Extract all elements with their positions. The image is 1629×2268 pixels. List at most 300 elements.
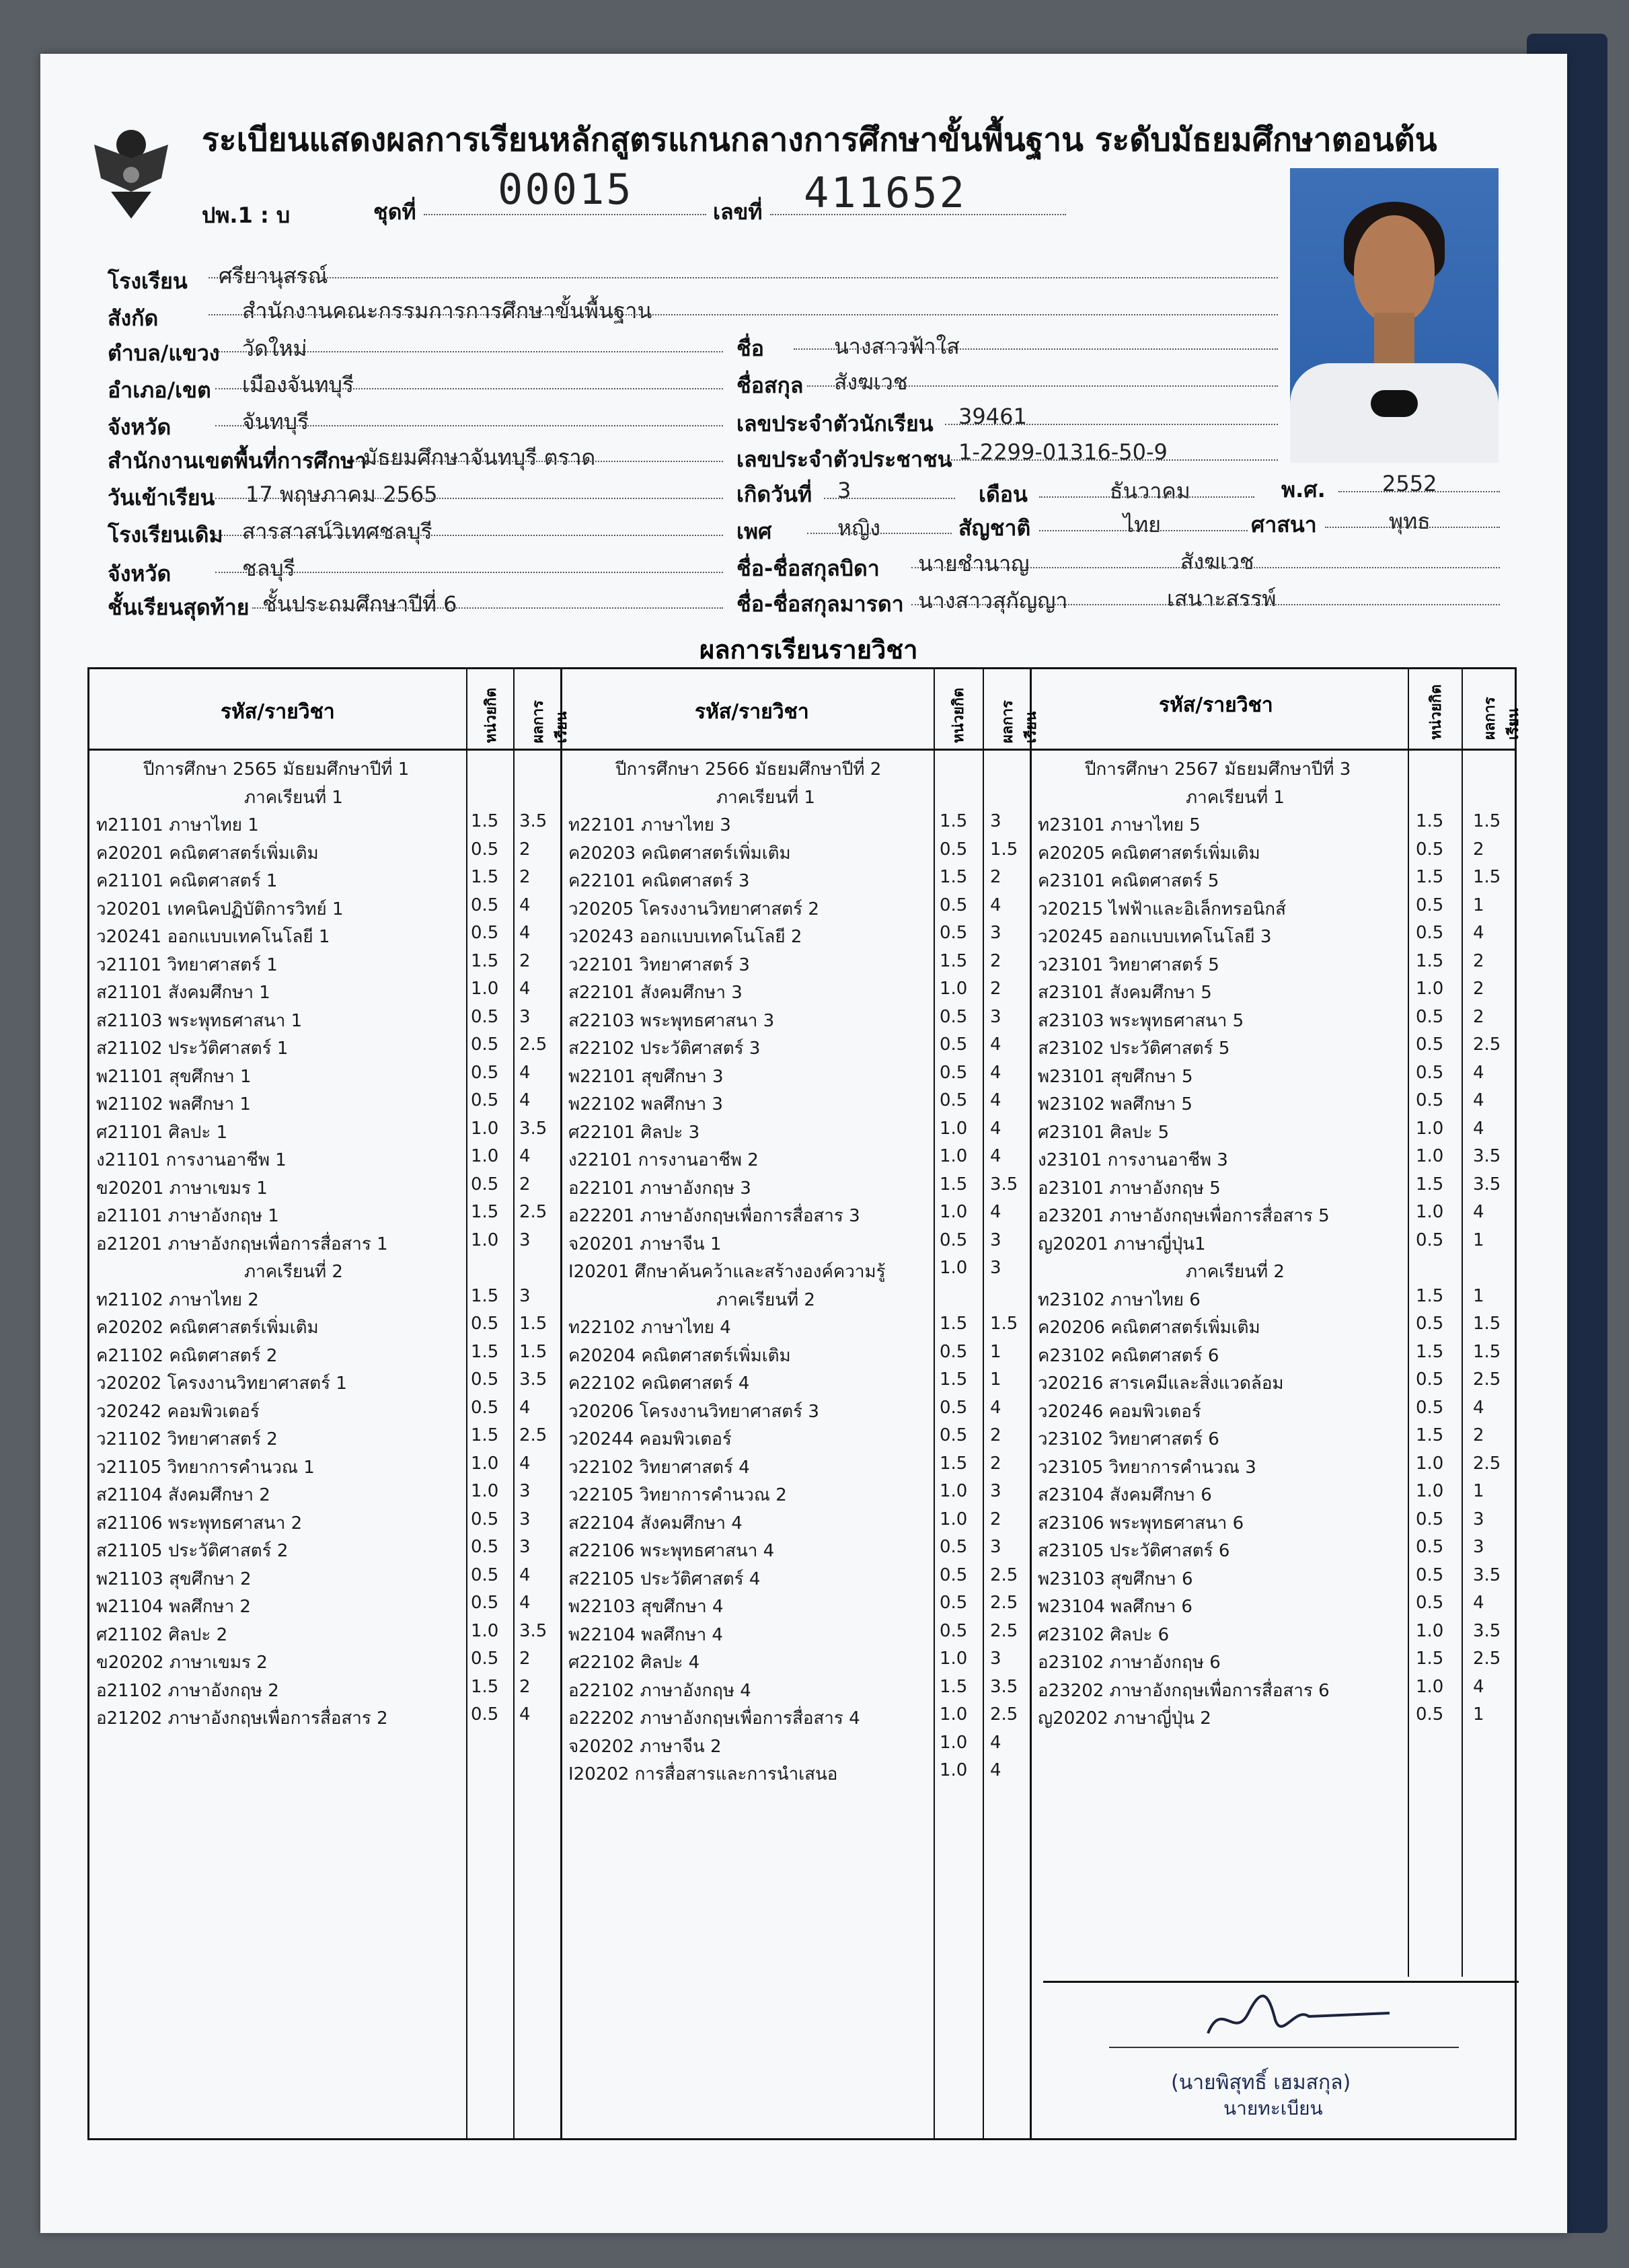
- affiliation-value: สำนักงานคณะกรรมการการศึกษาขั้นพื้นฐาน: [242, 298, 652, 324]
- credit-cell: 0.5: [1416, 923, 1444, 943]
- credit-cell: 0.5: [940, 1006, 968, 1027]
- name-line: [794, 348, 1278, 350]
- subject-cell: ค20202 คณิตศาสตร์เพิ่มเติม: [96, 1318, 319, 1338]
- subject-cell: ส23101 สังคมศึกษา 5: [1038, 983, 1212, 1003]
- credit-cell: 1.5: [1416, 1649, 1444, 1669]
- grade-cell: 3: [519, 1230, 531, 1250]
- subject-cell: อ21202 ภาษาอังกฤษเพื่อการสื่อสาร 2: [96, 1708, 388, 1729]
- credit-cell: 1.5: [940, 1453, 968, 1474]
- subject-cell: ส23105 ประวัติศาสตร์ 6: [1038, 1541, 1230, 1561]
- grade-cell: 4: [1473, 1397, 1484, 1418]
- grade-cell: 2: [519, 1676, 531, 1697]
- prev-province-line: [215, 572, 723, 573]
- grade-cell: 4: [1473, 923, 1484, 943]
- credit-cell: 0.5: [471, 1090, 499, 1110]
- name-label: ชื่อ: [736, 336, 764, 361]
- grade-cell: 4: [990, 1202, 1001, 1222]
- grade-cell: 4: [519, 1453, 531, 1474]
- col2-credit-divider: [934, 669, 935, 2138]
- col1-credit-divider: [466, 669, 467, 2138]
- subject-cell: ง23101 การงานอาชีพ 3: [1038, 1150, 1228, 1170]
- birth-year-label: พ.ศ.: [1281, 477, 1326, 502]
- grade-cell: 3: [990, 1230, 1001, 1250]
- student-id-line: [945, 424, 1278, 425]
- credit-cell: 1.5: [471, 1285, 499, 1306]
- district-label: อำเภอ/เขต: [108, 377, 211, 403]
- credit-cell: 1.5: [1416, 867, 1444, 887]
- birth-month-label: เดือน: [979, 482, 1028, 507]
- surname-line: [807, 385, 1278, 387]
- grade-cell: 4: [519, 1704, 531, 1725]
- grade-cell: 3.5: [519, 1620, 547, 1641]
- credit-cell: 0.5: [1416, 839, 1444, 860]
- grade-cell: 4: [990, 1090, 1001, 1110]
- grade-cell: 2.5: [1473, 1034, 1501, 1055]
- grade-cell: 4: [990, 1760, 1001, 1780]
- subject-cell: ว22102 วิทยาศาสตร์ 4: [568, 1457, 750, 1478]
- grade-cell: 2: [1473, 950, 1484, 971]
- credit-cell: 1.5: [471, 867, 499, 887]
- credit-cell: 1.0: [471, 1146, 499, 1166]
- credit-cell: 0.5: [1416, 1090, 1444, 1110]
- subject-cell: ง21101 การงานอาชีพ 1: [96, 1150, 287, 1170]
- subject-cell: ว20215 ไฟฟ้าและอิเล็กทรอนิกส์: [1038, 899, 1287, 919]
- subject-cell: ท23102 ภาษาไทย 6: [1038, 1289, 1201, 1310]
- enroll-date-value: 17 พฤษภาคม 2565: [245, 482, 438, 507]
- grade-cell: 2: [519, 1649, 531, 1669]
- grade-cell: 2.5: [1473, 1649, 1501, 1669]
- term-heading: ภาคเรียนที่ 2: [1186, 1262, 1285, 1282]
- grade-cell: 2: [990, 979, 1001, 999]
- year-heading: ปีการศึกษา 2567 มัธยมศึกษาปีที่ 3: [1085, 759, 1351, 780]
- subject-cell: ค21102 คณิตศาสตร์ 2: [96, 1345, 278, 1366]
- col3-credit-divider: [1408, 669, 1409, 1977]
- document-number: 411652: [804, 168, 967, 217]
- credit-cell: 0.5: [940, 1062, 968, 1083]
- grade-cell: 3: [519, 1006, 531, 1027]
- col1-end-divider: [560, 669, 562, 2138]
- set-label: ชุดที่: [373, 199, 416, 225]
- grade-cell: 1.5: [1473, 1314, 1501, 1334]
- signature-box: [1043, 1981, 1519, 2144]
- province-line: [215, 425, 723, 426]
- term-heading: ภาคเรียนที่ 2: [716, 1289, 815, 1310]
- grade-cell: 2: [1473, 1425, 1484, 1445]
- subject-cell: ว20243 ออกแบบเทคโนโลยี 2: [568, 927, 802, 947]
- credit-cell: 1.5: [471, 1341, 499, 1362]
- credit-cell: 1.0: [940, 979, 968, 999]
- credit-cell: 1.0: [940, 1258, 968, 1278]
- grade-cell: 1.5: [519, 1314, 547, 1334]
- col3-grade-header: ผลการเรียน: [1482, 697, 1522, 740]
- grade-cell: 2: [990, 1509, 1001, 1529]
- col1-grade-divider: [513, 669, 515, 2138]
- subject-cell: ศ23102 ศิลปะ 6: [1038, 1624, 1170, 1645]
- set-number: 00015: [498, 165, 634, 214]
- credit-cell: 0.5: [471, 1537, 499, 1557]
- grade-cell: 2: [519, 867, 531, 887]
- sex-value: หญิง: [837, 515, 880, 541]
- grade-cell: 4: [990, 1397, 1001, 1418]
- subject-cell: ว20246 คอมพิวเตอร์: [1038, 1401, 1201, 1422]
- subject-cell: อ22202 ภาษาอังกฤษเพื่อการสื่อสาร 4: [568, 1708, 860, 1729]
- credit-cell: 0.5: [940, 895, 968, 915]
- father-name-value: นายชำนาญ: [918, 551, 1030, 576]
- last-grade-label: ชั้นเรียนสุดท้าย: [108, 595, 250, 620]
- grade-cell: 2: [990, 867, 1001, 887]
- grade-cell: 3: [990, 923, 1001, 943]
- credit-cell: 1.0: [1416, 1676, 1444, 1697]
- credit-cell: 0.5: [471, 1062, 499, 1083]
- enroll-date-label: วันเข้าเรียน: [108, 485, 215, 511]
- subject-cell: ว20245 ออกแบบเทคโนโลยี 3: [1038, 927, 1272, 947]
- mother-line: [911, 604, 1500, 605]
- nationality-value: ไทย: [1123, 512, 1161, 537]
- area-office-line: [353, 461, 723, 462]
- credit-cell: 1.0: [940, 1760, 968, 1780]
- subject-cell: ค20201 คณิตศาสตร์เพิ่มเติม: [96, 843, 319, 864]
- grade-cell: 3.5: [990, 1676, 1018, 1697]
- subject-cell: ส22103 พระพุทธศาสนา 3: [568, 1010, 775, 1031]
- col2-end-divider: [1030, 669, 1032, 2138]
- credit-cell: 0.5: [940, 1564, 968, 1585]
- subject-cell: ท23101 ภาษาไทย 5: [1038, 815, 1201, 835]
- subject-cell: พ21104 พลศึกษา 2: [96, 1597, 251, 1617]
- subject-cell: พ22101 สุขศึกษา 3: [568, 1066, 724, 1087]
- subject-cell: ค22102 คณิตศาสตร์ 4: [568, 1373, 750, 1394]
- credit-cell: 0.5: [1416, 1537, 1444, 1557]
- credit-cell: 1.0: [940, 1118, 968, 1139]
- subject-cell: ญ20201 ภาษาญี่ปุ่น1: [1038, 1234, 1206, 1254]
- subdistrict-label: ตำบล/แขวง: [108, 340, 220, 366]
- credit-cell: 1.5: [940, 867, 968, 887]
- subject-cell: พ21102 พลศึกษา 1: [96, 1094, 251, 1114]
- mother-label: ชื่อ-ชื่อสกุลมารดา: [736, 591, 904, 617]
- credit-cell: 0.5: [471, 1314, 499, 1334]
- subject-cell: ว20202 โครงงานวิทยาศาสตร์ 1: [96, 1373, 347, 1394]
- col2-grade-header: ผลการเรียน: [999, 700, 1040, 743]
- grade-cell: 3.5: [990, 1174, 1018, 1195]
- subject-cell: ข20201 ภาษาเขมร 1: [96, 1178, 268, 1199]
- area-office-label: สำนักงานเขตพื้นที่การศึกษา: [108, 448, 367, 474]
- prev-school-value: สารสาสน์วิเทศชลบุรี: [242, 519, 432, 544]
- grade-cell: 4: [519, 979, 531, 999]
- grade-cell: 4: [1473, 1118, 1484, 1139]
- enroll-date-line: [215, 498, 723, 499]
- grade-cell: 1.5: [1473, 867, 1501, 887]
- religion-value: พุทธ: [1389, 508, 1431, 534]
- set-line: [424, 214, 706, 215]
- grade-cell: 4: [1473, 1202, 1484, 1222]
- credit-cell: 1.0: [1416, 1202, 1444, 1222]
- sex-label: เพศ: [736, 519, 772, 544]
- grade-cell: 2.5: [990, 1704, 1018, 1725]
- subject-cell: พ21101 สุขศึกษา 1: [96, 1066, 252, 1087]
- credit-cell: 0.5: [940, 1090, 968, 1110]
- credit-cell: 0.5: [1416, 1509, 1444, 1529]
- subject-cell: ส22105 ประวัติศาสตร์ 4: [568, 1568, 761, 1589]
- credit-cell: 0.5: [940, 1397, 968, 1418]
- prev-province-value: ชลบุรี: [242, 556, 295, 581]
- school-value: ศรียานุสรณ์: [219, 263, 328, 289]
- term-heading: ภาคเรียนที่ 2: [244, 1262, 343, 1282]
- grade-cell: 3: [990, 811, 1001, 831]
- col1-subject-header: รหัส/รายวิชา: [221, 700, 335, 724]
- credit-cell: 0.5: [940, 1230, 968, 1250]
- subject-cell: ส21104 สังคมศึกษา 2: [96, 1485, 270, 1505]
- birth-year-value: 2552: [1382, 471, 1437, 496]
- credit-cell: 0.5: [940, 1537, 968, 1557]
- subject-cell: อ21101 ภาษาอังกฤษ 1: [96, 1206, 279, 1226]
- grade-cell: 4: [990, 1118, 1001, 1139]
- credit-cell: 0.5: [1416, 1593, 1444, 1613]
- credit-cell: 1.0: [940, 1732, 968, 1753]
- last-grade-value: ชั้นประถมศึกษาปีที่ 6: [262, 591, 457, 617]
- grade-cell: 1.5: [1473, 1341, 1501, 1362]
- credit-cell: 1.0: [1416, 1620, 1444, 1641]
- registrar-position: นายทะเบียน: [1223, 2097, 1323, 2119]
- father-label: ชื่อ-ชื่อสกุลบิดา: [736, 556, 880, 581]
- credit-cell: 1.0: [471, 1453, 499, 1474]
- credit-cell: 0.5: [471, 1509, 499, 1529]
- subject-cell: ส23104 สังคมศึกษา 6: [1038, 1485, 1212, 1505]
- grade-cell: 4: [519, 1146, 531, 1166]
- grade-cell: 2.5: [990, 1564, 1018, 1585]
- credit-cell: 0.5: [940, 1425, 968, 1445]
- credit-cell: 0.5: [471, 1564, 499, 1585]
- grade-cell: 4: [519, 895, 531, 915]
- religion-label: ศาสนา: [1251, 512, 1317, 537]
- grade-cell: 3: [990, 1258, 1001, 1278]
- grade-cell: 2.5: [1473, 1369, 1501, 1390]
- subject-cell: ว23101 วิทยาศาสตร์ 5: [1038, 954, 1219, 975]
- grade-cell: 2.5: [990, 1593, 1018, 1613]
- grade-cell: 3: [990, 1006, 1001, 1027]
- student-id-label: เลขประจำตัวนักเรียน: [736, 411, 934, 437]
- subject-cell: พ23103 สุขศึกษา 6: [1038, 1568, 1193, 1589]
- subject-cell: ส21103 พระพุทธศาสนา 1: [96, 1010, 303, 1031]
- photo-tie: [1371, 390, 1418, 417]
- subject-cell: จ20202 ภาษาจีน 2: [568, 1736, 722, 1757]
- col2-credit-header: หน่วยกิต: [950, 687, 967, 743]
- credit-cell: 0.5: [1416, 1230, 1444, 1250]
- grade-cell: 4: [519, 1593, 531, 1613]
- term-heading: ภาคเรียนที่ 1: [244, 787, 343, 808]
- credit-cell: 0.5: [471, 1034, 499, 1055]
- subject-cell: ว22105 วิทยาการคำนวณ 2: [568, 1485, 787, 1505]
- grade-cell: 2: [990, 1425, 1001, 1445]
- affiliation-line: [209, 314, 1278, 315]
- credit-cell: 1.0: [940, 1649, 968, 1669]
- credit-cell: 1.5: [940, 1369, 968, 1390]
- subject-cell: ส23103 พระพุทธศาสนา 5: [1038, 1010, 1244, 1031]
- subject-cell: พ22104 พลศึกษา 4: [568, 1624, 723, 1645]
- subject-cell: ส22102 ประวัติศาสตร์ 3: [568, 1038, 761, 1059]
- credit-cell: 0.5: [471, 923, 499, 943]
- subject-cell: ส22101 สังคมศึกษา 3: [568, 983, 743, 1003]
- grade-cell: 1: [1473, 1481, 1484, 1501]
- photo-face: [1354, 215, 1435, 323]
- subject-cell: อ23202 ภาษาอังกฤษเพื่อการสื่อสาร 6: [1038, 1680, 1330, 1701]
- birth-month-line: [1039, 496, 1254, 498]
- credit-cell: 1.0: [1416, 1453, 1444, 1474]
- grade-cell: 2: [990, 1453, 1001, 1474]
- grade-cell: 4: [990, 1034, 1001, 1055]
- area-office-value: มัธยมศึกษาจันทบุรี ตราด: [363, 445, 596, 470]
- credit-cell: 0.5: [1416, 1314, 1444, 1334]
- number-label: เลขที่: [713, 199, 763, 225]
- credit-cell: 1.5: [1416, 950, 1444, 971]
- credit-cell: 1.5: [471, 811, 499, 831]
- credit-cell: 1.5: [940, 1676, 968, 1697]
- credit-cell: 0.5: [471, 1649, 499, 1669]
- registrar-name: (นายพิสุทธิ์ เฮมสกุล): [1171, 2071, 1351, 2094]
- school-label: โรงเรียน: [108, 268, 188, 294]
- credit-cell: 1.5: [1416, 1425, 1444, 1445]
- subject-cell: ว22101 วิทยาศาสตร์ 3: [568, 954, 750, 975]
- grade-cell: 3.5: [519, 1118, 547, 1139]
- year-heading: ปีการศึกษา 2566 มัธยมศึกษาปีที่ 2: [615, 759, 882, 780]
- student-photo: [1290, 168, 1499, 463]
- credit-cell: 1.0: [940, 1146, 968, 1166]
- subject-cell: ค23101 คณิตศาสตร์ 5: [1038, 871, 1219, 891]
- header-divider: [89, 749, 1515, 751]
- credit-cell: 1.0: [940, 1202, 968, 1222]
- credit-cell: 0.5: [940, 839, 968, 860]
- signature-scribble: [1195, 1986, 1396, 2047]
- subdistrict-value: วัดใหม่: [242, 336, 307, 361]
- subject-cell: ค20206 คณิตศาสตร์เพิ่มเติม: [1038, 1318, 1260, 1338]
- credit-cell: 1.0: [471, 1118, 499, 1139]
- affiliation-label: สังกัด: [108, 305, 159, 331]
- religion-line: [1325, 527, 1500, 528]
- subject-cell: ศ23101 ศิลปะ 5: [1038, 1122, 1170, 1143]
- grade-cell: 3.5: [1473, 1146, 1501, 1166]
- credit-cell: 1.5: [471, 1425, 499, 1445]
- grade-cell: 3: [990, 1481, 1001, 1501]
- subject-cell: ท21101 ภาษาไทย 1: [96, 815, 259, 835]
- credit-cell: 1.0: [1416, 1146, 1444, 1166]
- credit-cell: 1.5: [1416, 1341, 1444, 1362]
- credit-cell: 1.0: [1416, 979, 1444, 999]
- term-heading: ภาคเรียนที่ 1: [1186, 787, 1285, 808]
- grade-cell: 4: [1473, 1090, 1484, 1110]
- credit-cell: 0.5: [471, 1174, 499, 1195]
- subject-cell: พ23101 สุขศึกษา 5: [1038, 1066, 1193, 1087]
- subject-cell: ว21102 วิทยาศาสตร์ 2: [96, 1429, 278, 1449]
- subject-cell: ว20205 โครงงานวิทยาศาสตร์ 2: [568, 899, 819, 919]
- grade-cell: 1: [1473, 1230, 1484, 1250]
- subject-cell: ส22106 พระพุทธศาสนา 4: [568, 1541, 775, 1561]
- father-line: [911, 567, 1500, 568]
- credit-cell: 1.0: [940, 1481, 968, 1501]
- grade-cell: 2: [519, 1174, 531, 1195]
- credit-cell: 0.5: [471, 1704, 499, 1725]
- mother-surname-value: เสนาะสรรพ์: [1167, 586, 1277, 611]
- credit-cell: 1.5: [940, 1174, 968, 1195]
- form-code: ปพ.1 : บ: [202, 202, 291, 228]
- surname-label: ชื่อสกุล: [736, 373, 804, 398]
- credit-cell: 0.5: [471, 895, 499, 915]
- credit-cell: 0.5: [471, 1593, 499, 1613]
- subject-cell: พ23104 พลศึกษา 6: [1038, 1597, 1192, 1617]
- district-line: [215, 388, 723, 389]
- province-label: จังหวัด: [108, 414, 172, 440]
- citizen-id-value: 1-2299-01316-50-9: [958, 439, 1168, 465]
- grade-cell: 2.5: [519, 1202, 547, 1222]
- credit-cell: 0.5: [1416, 1564, 1444, 1585]
- subject-cell: ว20241 ออกแบบเทคโนโลยี 1: [96, 927, 330, 947]
- credit-cell: 0.5: [940, 923, 968, 943]
- subject-cell: ข20202 ภาษาเขมร 2: [96, 1653, 268, 1673]
- subject-cell: อ21102 ภาษาอังกฤษ 2: [96, 1680, 279, 1701]
- surname-value: สังฆเวช: [834, 369, 908, 395]
- subject-cell: จ20201 ภาษาจีน 1: [568, 1234, 722, 1254]
- credit-cell: 1.5: [471, 950, 499, 971]
- subject-cell: ศ22102 ศิลปะ 4: [568, 1653, 700, 1673]
- subject-cell: ศ21101 ศิลปะ 1: [96, 1122, 228, 1143]
- credit-cell: 1.0: [940, 1509, 968, 1529]
- subject-cell: อ22102 ภาษาอังกฤษ 4: [568, 1680, 751, 1701]
- grade-cell: 3.5: [519, 1369, 547, 1390]
- subject-cell: ค21101 คณิตศาสตร์ 1: [96, 871, 278, 891]
- credit-cell: 1.0: [471, 1620, 499, 1641]
- grade-cell: 1: [1473, 1285, 1484, 1306]
- birth-year-line: [1338, 491, 1500, 492]
- garuda-emblem-icon: [81, 118, 182, 225]
- grade-cell: 2.5: [519, 1425, 547, 1445]
- nationality-line: [1039, 530, 1248, 531]
- credit-cell: 1.5: [471, 1676, 499, 1697]
- father-surname-value: สังฆเวช: [1180, 549, 1254, 574]
- credit-cell: 0.5: [940, 1620, 968, 1641]
- birth-day-value: 3: [837, 478, 851, 503]
- subject-cell: I20201 ศึกษาค้นคว้าและสร้างองค์ความรู้: [568, 1262, 886, 1282]
- subject-cell: ค20203 คณิตศาสตร์เพิ่มเติม: [568, 843, 791, 864]
- grade-cell: 4: [1473, 1676, 1484, 1697]
- subject-cell: ว23105 วิทยาการคำนวณ 3: [1038, 1457, 1256, 1478]
- grade-cell: 4: [1473, 1593, 1484, 1613]
- subject-cell: ง22101 การงานอาชีพ 2: [568, 1150, 759, 1170]
- subject-cell: ค20205 คณิตศาสตร์เพิ่มเติม: [1038, 843, 1260, 864]
- subject-cell: ท21102 ภาษาไทย 2: [96, 1289, 259, 1310]
- subject-cell: อ22101 ภาษาอังกฤษ 3: [568, 1178, 751, 1199]
- credit-cell: 0.5: [471, 1369, 499, 1390]
- subject-cell: อ23201 ภาษาอังกฤษเพื่อการสื่อสาร 5: [1038, 1206, 1330, 1226]
- school-line: [209, 277, 1278, 278]
- grade-cell: 4: [519, 923, 531, 943]
- grade-cell: 4: [519, 1564, 531, 1585]
- credit-cell: 0.5: [471, 1006, 499, 1027]
- birth-day-line: [824, 498, 955, 499]
- credit-cell: 1.5: [940, 1314, 968, 1334]
- credit-cell: 1.5: [471, 1202, 499, 1222]
- col3-credit-header: หน่วยกิต: [1428, 684, 1445, 740]
- subject-cell: ว20201 เทคนิคปฏิบัติการวิทย์ 1: [96, 899, 344, 919]
- grade-cell: 3.5: [1473, 1564, 1501, 1585]
- credit-cell: 1.0: [471, 979, 499, 999]
- subject-cell: I20202 การสื่อสารและการนำเสนอ: [568, 1764, 838, 1784]
- credit-cell: 1.5: [1416, 1285, 1444, 1306]
- credit-cell: 1.5: [940, 950, 968, 971]
- citizen-id-line: [945, 459, 1278, 461]
- grade-cell: 2.5: [990, 1620, 1018, 1641]
- subject-cell: ว20216 สารเคมีและสิ่งแวดล้อม: [1038, 1373, 1284, 1394]
- grade-cell: 1.5: [990, 1314, 1018, 1334]
- credit-cell: 0.5: [940, 1341, 968, 1362]
- subject-cell: ว20244 คอมพิวเตอร์: [568, 1429, 732, 1449]
- grade-cell: 3: [519, 1537, 531, 1557]
